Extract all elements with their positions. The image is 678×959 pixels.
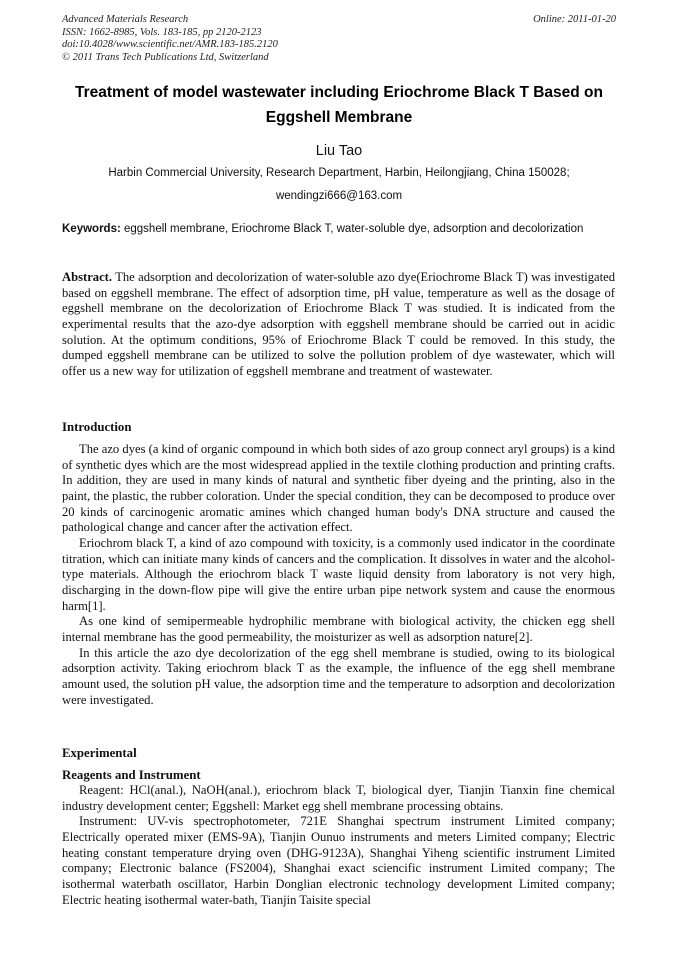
journal-name: Advanced Materials Research xyxy=(62,14,189,25)
intro-paragraph: In this article the azo dye decolorization of the egg shell membrane is studied, owing to its biological adsorption activity. Taking eriochrom black T as the example, the influence of the egg shell membrane amount used, the solution pH value, the adsorption time and the temperature to adsorption and decolorization were investigated. xyxy=(62,645,615,707)
abstract-label: Abstract. xyxy=(62,270,113,284)
paper-title: Treatment of model wastewater including Eriochrome Black T Based on Eggshell Membrane xyxy=(75,84,603,126)
reagent-paragraph: Reagent: HCl(anal.), NaOH(anal.), eriochrom black T, biological dyer, Tianjin Tianxin fine chemical industry development center; Eggshell: Market egg shell membrane processing obtains. xyxy=(62,783,615,813)
experimental-section xyxy=(62,783,615,908)
keywords-text: eggshell membrane, Eriochrome Black T, water-soluble dye, adsorption and decolorization xyxy=(124,223,584,235)
intro-paragraph: The azo dyes (a kind of organic compound in which both sides of azo group connect aryl groups) is a kind of synthetic dyes which are the most widespread applied in the textile clothing production and printing crafts. In addition, they are used in many kinds of natural and synthetic fiber dyeing and the printing, also in the paint, the plastic, the rubber coloration. Under the special condition, they can be decomposed to produce over 20 kinds of carcinogenic aromatic amines which changed human body's DNA structure and caused the pathological change and cancer after the activation effect. xyxy=(62,442,615,535)
abstract-text: The adsorption and decolorization of water-soluble azo dye(Eriochrome Black T) was investigated based on eggshell membrane. The effect of adsorption time, pH value, temperature as well as the dosage of eggshell membrane on the decolorization of Eriochrome Black T was studied. It is indicated from the experimental results that the azo-dye adsorption with eggshell membrane should be carried out in acidic solution. At the optimum conditions, 95% of Eriochrome Black T could be removed. In this study, the dumped eggshell membrane can be utilized to solve the pollution problem of dye wastewater, which will offer us a new way for utilization of eggshell membrane and treatment of wastewater. xyxy=(62,270,615,378)
journal-doi[interactable]: doi:10.4028/www.scientific.net/AMR.183-185.2120 xyxy=(62,39,278,51)
keywords-section xyxy=(62,222,615,238)
online-date: Online: 2011-01-20 xyxy=(533,14,616,25)
journal-issn: ISSN: 1662-8985, Vols. 183-185, pp 2120-2123 xyxy=(62,26,262,38)
journal-copyright: © 2011 Trans Tech Publications Ltd, Switzerland xyxy=(62,51,269,63)
introduction-heading: Introduction xyxy=(62,420,132,434)
keywords-label: Keywords: xyxy=(62,223,121,235)
author-email[interactable]: wendingzi666@163.com xyxy=(275,190,403,202)
abstract-section xyxy=(62,270,615,380)
experimental-heading: Experimental xyxy=(62,746,137,760)
reagents-subheading: Reagents and Instrument xyxy=(62,768,201,782)
intro-paragraph: Eriochrom black T, a kind of azo compound with toxicity, is a commonly used indicator in the coordinate titration, which can initiate many kinds of cancers and the complication. It dissolves in water and the alcohol-type materials. Although the eriochrom black T waste liquid density from laboratory is not very high, discharging in the down-flow pipe will give the entire urban pipe network system and cause the enormous harm[1]. xyxy=(62,535,615,613)
instrument-paragraph: Instrument: UV-vis spectrophotometer, 721E Shanghai spectrum instrument Limited company; Electrically operated mixer (EMS-9A), Tianjin Ounuo instruments and meters Limited company; Electric heating constant temperature drying oven (DHG-9123A), Shanghai Yiheng scientific instrument Limited company; Electronic balance (FS2004), Shanghai exact sciencific instrument Limited company; The isothermal waterbath oscillator, Harbin Donglian electronic technology development Limited company; Electric heating isothermal water-bath, Tianjin Taisite special xyxy=(62,814,615,907)
author-name: Liu Tao xyxy=(315,143,363,159)
intro-paragraph: As one kind of semipermeable hydrophilic membrane with biological activity, the chicken egg shell internal membrane has the good permeability, the moisturizer as well as adsorption nature[2]. xyxy=(62,614,615,644)
journal-header xyxy=(62,14,278,64)
introduction-section xyxy=(62,442,615,708)
author-affiliation: Harbin Commercial University, Research Department, Harbin, Heilongjiang, China 150028; xyxy=(108,167,570,179)
